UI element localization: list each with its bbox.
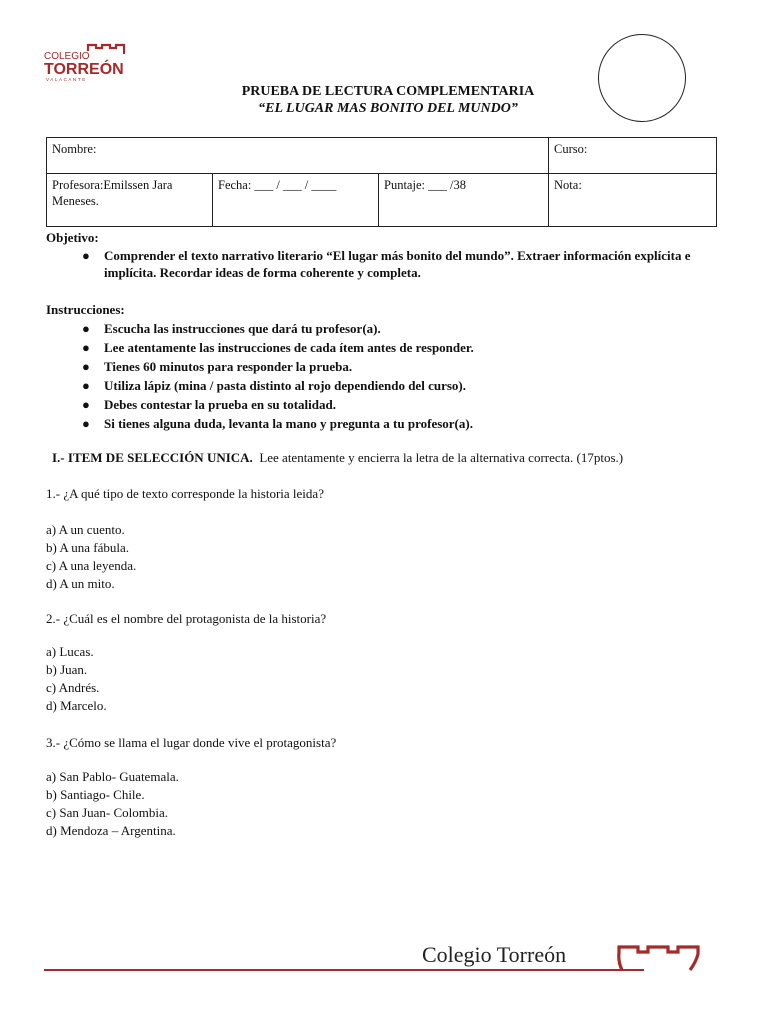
- question-3-options: [46, 768, 179, 840]
- instruction-text: Lee atentamente las instrucciones de cada ítem antes de responder.: [104, 340, 474, 355]
- item1-heading: [52, 450, 623, 466]
- option-b[interactable]: b) Santiago- Chile.: [46, 787, 145, 802]
- option-d[interactable]: d) Mendoza – Argentina.: [46, 823, 176, 838]
- bullet-icon: ●: [82, 378, 90, 393]
- nota-cell[interactable]: [549, 174, 717, 227]
- objetivo-list: [46, 247, 726, 281]
- instruction-text: Tienes 60 minutos para responder la prueba.: [104, 359, 353, 374]
- list-item: [46, 338, 726, 357]
- bullet-icon: ●: [82, 397, 90, 412]
- item1-title: I.- ITEM DE SELECCIÓN UNICA.: [52, 450, 253, 465]
- instrucciones-label: Instrucciones:: [46, 302, 125, 317]
- school-logo: [44, 42, 132, 86]
- logo-line2: TORREÓN: [44, 61, 124, 78]
- curso-label: Curso:: [554, 142, 588, 156]
- student-info-table: [46, 137, 717, 227]
- tower-icon: [614, 940, 706, 976]
- instruction-text: Debes contestar la prueba en su totalidad.: [104, 397, 336, 412]
- bullet-icon: ●: [82, 359, 90, 374]
- option-b[interactable]: b) A una fábula.: [46, 540, 130, 555]
- option-c[interactable]: c) San Juan- Colombia.: [46, 805, 169, 820]
- objetivo-text: Comprender el texto narrativo literario “El lugar más bonito del mundo”. Extraer información explícita e implícita. Recordar ideas de forma coherente y completa.: [104, 248, 691, 280]
- fecha-label: Fecha: ___ / ___ / ____: [218, 178, 337, 192]
- option-a[interactable]: a) San Pablo- Guatemala.: [46, 769, 179, 784]
- puntaje-label: Puntaje: ___ /38: [384, 178, 466, 192]
- question-3: 3.- ¿Cómo se llama el lugar donde vive el protagonista?: [46, 735, 337, 750]
- nombre-label: Nombre:: [52, 142, 97, 156]
- page-subtitle: “EL LUGAR MAS BONITO DEL MUNDO”: [258, 101, 518, 116]
- option-a[interactable]: a) A un cuento.: [46, 522, 125, 537]
- logo-line1: COLEGIO: [44, 51, 90, 62]
- header: [0, 84, 768, 117]
- fecha-cell[interactable]: [213, 174, 379, 227]
- logo-line3: VALACANTE: [46, 77, 87, 82]
- question-1: 1.- ¿A qué tipo de texto corresponde la historia leida?: [46, 486, 324, 501]
- nota-label: Nota:: [554, 178, 582, 192]
- bullet-icon: ●: [82, 321, 90, 336]
- list-item: [46, 319, 726, 338]
- instrucciones-list: [46, 319, 726, 433]
- curso-cell[interactable]: [549, 138, 717, 174]
- instruction-text: Escucha las instrucciones que dará tu profesor(a).: [104, 321, 381, 336]
- list-item: [46, 395, 726, 414]
- instruction-text: Utiliza lápiz (mina / pasta distinto al rojo dependiendo del curso).: [104, 378, 466, 393]
- footer-school-name: Colegio Torreón: [422, 942, 567, 967]
- question-2-options: [46, 643, 107, 715]
- option-d[interactable]: d) Marcelo.: [46, 698, 107, 713]
- option-d[interactable]: d) A un mito.: [46, 576, 115, 591]
- question-1-options: [46, 521, 136, 593]
- objetivo-label: Objetivo:: [46, 230, 99, 245]
- option-c[interactable]: c) Andrés.: [46, 680, 100, 695]
- option-b[interactable]: b) Juan.: [46, 662, 88, 677]
- list-item: [46, 247, 726, 281]
- option-c[interactable]: c) A una leyenda.: [46, 558, 137, 573]
- item1-instruction: Lee atentamente y encierra la letra de la alternativa correcta. (17ptos.): [259, 450, 624, 465]
- question-2: 2.- ¿Cuál es el nombre del protagonista de la historia?: [46, 611, 327, 626]
- list-item: [46, 357, 726, 376]
- bullet-icon: ●: [82, 340, 90, 355]
- puntaje-cell[interactable]: [379, 174, 549, 227]
- bullet-icon: ●: [82, 248, 90, 263]
- option-a[interactable]: a) Lucas.: [46, 644, 94, 659]
- footer-divider: [44, 969, 644, 971]
- list-item: [46, 414, 726, 433]
- list-item: [46, 376, 726, 395]
- bullet-icon: ●: [82, 416, 90, 431]
- profesora-label: Profesora:Emilssen Jara Meneses.: [52, 178, 173, 208]
- page-title: PRUEBA DE LECTURA COMPLEMENTARIA: [241, 84, 535, 99]
- nombre-cell[interactable]: [47, 138, 549, 174]
- profesora-cell: [47, 174, 213, 227]
- instruction-text: Si tienes alguna duda, levanta la mano y pregunta a tu profesor(a).: [104, 416, 473, 431]
